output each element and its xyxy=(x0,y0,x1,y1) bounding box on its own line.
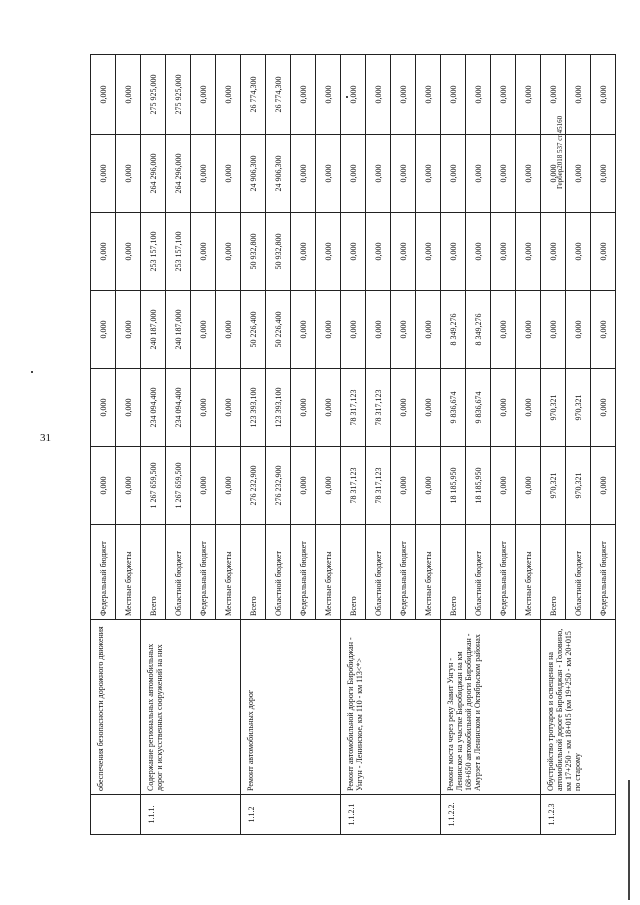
item-code-cell: 1.1.2.3 xyxy=(541,795,616,835)
scan-dot xyxy=(31,371,33,373)
amount-cell: 78 317,123 xyxy=(341,447,366,525)
amount-cell: 0,000 xyxy=(91,135,116,213)
item-name-cell: обеспечения безопасности дорожного движения xyxy=(91,620,141,795)
funding-source-cell: Местные бюджеты xyxy=(416,525,441,620)
budget-table xyxy=(90,54,616,835)
amount-cell: 0,000 xyxy=(191,291,216,369)
amount-cell: 1 267 659,500 xyxy=(141,447,166,525)
amount-cell: 50 226,400 xyxy=(266,291,291,369)
footer-code xyxy=(556,59,568,189)
amount-cell: 970,321 xyxy=(566,447,591,525)
amount-cell: 0,000 xyxy=(491,213,516,291)
amount-cell: 50 226,400 xyxy=(241,291,266,369)
amount-cell: 0,000 xyxy=(566,291,591,369)
amount-cell: 253 157,100 xyxy=(141,213,166,291)
amount-cell: 0,000 xyxy=(291,369,316,447)
amount-cell: 18 185,950 xyxy=(466,447,491,525)
funding-source-cell: Областной бюджет xyxy=(166,525,191,620)
amount-cell: 0,000 xyxy=(116,291,141,369)
amount-cell: 0,000 xyxy=(116,55,141,135)
amount-cell: 0,000 xyxy=(591,135,616,213)
table-row xyxy=(341,55,366,835)
amount-cell: 0,000 xyxy=(216,369,241,447)
amount-cell: 24 906,300 xyxy=(241,135,266,213)
amount-cell: 0,000 xyxy=(316,135,341,213)
table-row xyxy=(91,55,116,835)
amount-cell: 0,000 xyxy=(216,55,241,135)
amount-cell: 0,000 xyxy=(491,369,516,447)
amount-cell: 0,000 xyxy=(466,135,491,213)
amount-cell: 0,000 xyxy=(441,55,466,135)
amount-cell: 0,000 xyxy=(116,447,141,525)
amount-cell: 0,000 xyxy=(416,369,441,447)
amount-cell: 0,000 xyxy=(391,369,416,447)
amount-cell: 0,000 xyxy=(366,213,391,291)
amount-cell: 78 317,123 xyxy=(366,369,391,447)
amount-cell: 0,000 xyxy=(441,213,466,291)
amount-cell: 0,000 xyxy=(191,213,216,291)
amount-cell: 275 925,000 xyxy=(166,55,191,135)
item-code-cell xyxy=(91,795,141,835)
amount-cell: 0,000 xyxy=(516,447,541,525)
funding-source-cell: Федеральный бюджет xyxy=(391,525,416,620)
amount-cell: 0,000 xyxy=(341,291,366,369)
amount-cell: 0,000 xyxy=(216,135,241,213)
item-name-cell: Обустройство тротуаров и освещения на автомобильной дороге Биробиджан - Головино, км 17+250 - км 18+015 (км 19+250 - км 20+015 по старому xyxy=(541,620,616,795)
amount-cell: 0,000 xyxy=(566,135,591,213)
amount-cell: 276 232,900 xyxy=(266,447,291,525)
amount-cell: 123 393,100 xyxy=(266,369,291,447)
amount-cell: 0,000 xyxy=(366,291,391,369)
amount-cell: 264 296,000 xyxy=(141,135,166,213)
amount-cell: 0,000 xyxy=(91,447,116,525)
amount-cell: 0,000 xyxy=(416,291,441,369)
amount-cell: 0,000 xyxy=(291,213,316,291)
amount-cell: 0,000 xyxy=(191,447,216,525)
amount-cell: 234 094,400 xyxy=(141,369,166,447)
amount-cell: 24 906,300 xyxy=(266,135,291,213)
rotated-table-wrapper xyxy=(90,35,608,835)
amount-cell: 0,000 xyxy=(116,135,141,213)
amount-cell: 78 317,123 xyxy=(341,369,366,447)
amount-cell: 0,000 xyxy=(516,291,541,369)
amount-cell: 9 836,674 xyxy=(466,369,491,447)
scan-dot xyxy=(346,96,348,98)
amount-cell: 0,000 xyxy=(316,213,341,291)
amount-cell: 0,000 xyxy=(541,135,566,213)
table-row xyxy=(441,55,466,835)
amount-cell: 8 349,276 xyxy=(466,291,491,369)
amount-cell: 0,000 xyxy=(91,369,116,447)
page-number: 31 xyxy=(40,432,51,444)
amount-cell: 50 932,800 xyxy=(241,213,266,291)
funding-source-cell: Всего xyxy=(241,525,266,620)
funding-source-cell: Местные бюджеты xyxy=(116,525,141,620)
item-code-cell: 1.1.1. xyxy=(141,795,241,835)
amount-cell: 0,000 xyxy=(516,369,541,447)
funding-source-cell: Всего xyxy=(541,525,566,620)
amount-cell: 0,000 xyxy=(216,447,241,525)
item-name-cell: Ремонт автомобильной дороги Биробиджан - Унгун - Ленинское, км 110 - км 113<*> xyxy=(341,620,441,795)
amount-cell: 0,000 xyxy=(191,135,216,213)
funding-source-cell: Федеральный бюджет xyxy=(591,525,616,620)
funding-source-cell: Областной бюджет xyxy=(566,525,591,620)
amount-cell: 50 932,800 xyxy=(266,213,291,291)
amount-cell: 240 187,000 xyxy=(166,291,191,369)
footer-code-text: Гербер2018 537 ст.45160 xyxy=(556,115,564,189)
amount-cell: 0,000 xyxy=(591,447,616,525)
amount-cell: 0,000 xyxy=(291,135,316,213)
amount-cell: 0,000 xyxy=(391,213,416,291)
amount-cell: 0,000 xyxy=(441,135,466,213)
funding-source-cell: Областной бюджет xyxy=(266,525,291,620)
amount-cell: 8 349,276 xyxy=(441,291,466,369)
amount-cell: 0,000 xyxy=(341,55,366,135)
funding-source-cell: Областной бюджет xyxy=(366,525,391,620)
amount-cell: 0,000 xyxy=(316,447,341,525)
amount-cell: 0,000 xyxy=(316,291,341,369)
amount-cell: 18 185,950 xyxy=(441,447,466,525)
amount-cell: 0,000 xyxy=(291,291,316,369)
amount-cell: 0,000 xyxy=(91,55,116,135)
table-row xyxy=(241,55,266,835)
amount-cell: 0,000 xyxy=(466,213,491,291)
funding-source-cell: Местные бюджеты xyxy=(316,525,341,620)
amount-cell: 0,000 xyxy=(541,291,566,369)
amount-cell: 0,000 xyxy=(416,135,441,213)
amount-cell: 0,000 xyxy=(541,213,566,291)
amount-cell: 0,000 xyxy=(391,135,416,213)
amount-cell: 0,000 xyxy=(591,213,616,291)
amount-cell: 0,000 xyxy=(516,213,541,291)
amount-cell: 970,321 xyxy=(566,369,591,447)
item-code-cell: 1.1.2.2. xyxy=(441,795,541,835)
funding-source-cell: Всего xyxy=(341,525,366,620)
funding-source-cell: Федеральный бюджет xyxy=(191,525,216,620)
amount-cell: 0,000 xyxy=(491,55,516,135)
amount-cell: 0,000 xyxy=(191,369,216,447)
amount-cell: 0,000 xyxy=(591,369,616,447)
amount-cell: 0,000 xyxy=(291,55,316,135)
scan-mark xyxy=(628,780,630,900)
funding-source-cell: Местные бюджеты xyxy=(516,525,541,620)
amount-cell: 0,000 xyxy=(116,369,141,447)
amount-cell: 0,000 xyxy=(366,135,391,213)
amount-cell: 1 267 659,500 xyxy=(166,447,191,525)
amount-cell: 0,000 xyxy=(341,213,366,291)
amount-cell: 123 393,100 xyxy=(241,369,266,447)
item-name-cell: Ремонт автомобильных дорог xyxy=(241,620,341,795)
funding-source-cell: Областной бюджет xyxy=(466,525,491,620)
amount-cell: 0,000 xyxy=(591,291,616,369)
amount-cell: 240 187,000 xyxy=(141,291,166,369)
amount-cell: 26 774,300 xyxy=(241,55,266,135)
amount-cell: 0,000 xyxy=(91,291,116,369)
amount-cell: 0,000 xyxy=(291,447,316,525)
amount-cell: 0,000 xyxy=(466,55,491,135)
amount-cell: 0,000 xyxy=(416,447,441,525)
amount-cell: 970,321 xyxy=(541,369,566,447)
item-code-cell: 1.1.2.1 xyxy=(341,795,441,835)
funding-source-cell: Федеральный бюджет xyxy=(491,525,516,620)
amount-cell: 234 094,400 xyxy=(166,369,191,447)
amount-cell: 0,000 xyxy=(491,447,516,525)
funding-source-cell: Местные бюджеты xyxy=(216,525,241,620)
amount-cell: 78 317,123 xyxy=(366,447,391,525)
amount-cell: 0,000 xyxy=(416,213,441,291)
amount-cell: 0,000 xyxy=(566,213,591,291)
amount-cell: 970,321 xyxy=(541,447,566,525)
amount-cell: 253 157,100 xyxy=(166,213,191,291)
amount-cell: 0,000 xyxy=(316,55,341,135)
funding-source-cell: Всего xyxy=(441,525,466,620)
amount-cell: 0,000 xyxy=(91,213,116,291)
amount-cell: 0,000 xyxy=(391,291,416,369)
amount-cell: 0,000 xyxy=(366,55,391,135)
funding-source-cell: Всего xyxy=(141,525,166,620)
amount-cell: 0,000 xyxy=(416,55,441,135)
item-code-cell: 1.1.2 xyxy=(241,795,341,835)
amount-cell: 0,000 xyxy=(491,291,516,369)
amount-cell: 0,000 xyxy=(391,55,416,135)
amount-cell: 0,000 xyxy=(391,447,416,525)
amount-cell: 0,000 xyxy=(316,369,341,447)
item-name-cell: Содержание региональных автомобильных дорог и искусственных сооружений на них xyxy=(141,620,241,795)
amount-cell: 0,000 xyxy=(216,291,241,369)
amount-cell: 26 774,300 xyxy=(266,55,291,135)
funding-source-cell: Федеральный бюджет xyxy=(291,525,316,620)
amount-cell: 0,000 xyxy=(216,213,241,291)
amount-cell: 264 296,000 xyxy=(166,135,191,213)
amount-cell: 275 925,000 xyxy=(141,55,166,135)
amount-cell: 0,000 xyxy=(191,55,216,135)
amount-cell: 0,000 xyxy=(516,135,541,213)
amount-cell: 0,000 xyxy=(566,55,591,135)
amount-cell: 276 232,900 xyxy=(241,447,266,525)
table-body xyxy=(91,55,616,835)
amount-cell: 0,000 xyxy=(491,135,516,213)
funding-source-cell: Федеральный бюджет xyxy=(91,525,116,620)
amount-cell: 0,000 xyxy=(541,55,566,135)
amount-cell: 0,000 xyxy=(341,135,366,213)
amount-cell: 9 836,674 xyxy=(441,369,466,447)
table-row xyxy=(141,55,166,835)
amount-cell: 0,000 xyxy=(516,55,541,135)
amount-cell: 0,000 xyxy=(591,55,616,135)
item-name-cell: Ремонт моста через реку Завит Унгун - Ленинское на участке Биробиджан на км 168+650 автомобильной дороги Биробиджан - Амурзет в Ленинском и Октябрьском районах xyxy=(441,620,541,795)
amount-cell: 0,000 xyxy=(116,213,141,291)
